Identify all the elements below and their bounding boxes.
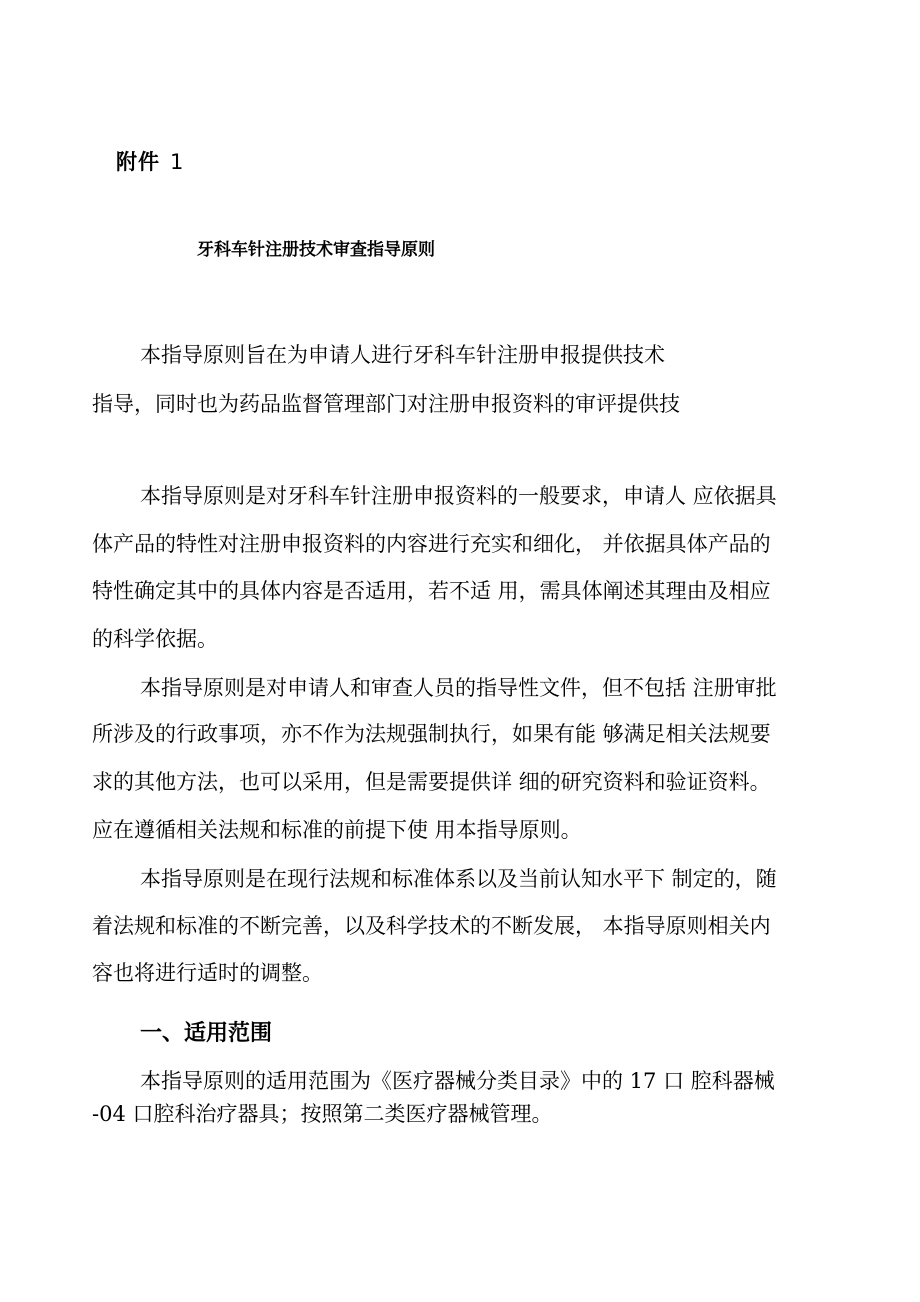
attachment-number: 1 xyxy=(170,150,185,174)
paragraph-line: 应在遵循相关法规和标准的前提下使 用本指导原则。 xyxy=(92,818,582,842)
paragraph-line: 本指导原则的适用范围为《医疗器械分类目录》中的 17 口 腔科器械 xyxy=(140,1069,775,1093)
paragraph-line: 容也将进行适时的调整。 xyxy=(92,961,323,985)
paragraph-line: 本指导原则是对申请人和审查人员的指导性文件，但不包括 注册审批 xyxy=(140,676,777,700)
paragraph-line: -04 口腔科治疗器具；按照第二类医疗器械管理。 xyxy=(92,1102,553,1126)
document-title: 牙科车针注册技术审查指导原则 xyxy=(197,240,435,260)
attachment-label xyxy=(116,146,184,176)
paragraph-line: 指导，同时也为药品监督管理部门对注册申报资料的审评提供技 xyxy=(92,392,680,416)
paragraph-line: 所涉及的行政事项，亦不作为法规强制执行，如果有能 够满足相关法规要 xyxy=(92,722,771,746)
paragraph-line: 着法规和标准的不断完善，以及科学技术的不断发展， 本指导原则相关内 xyxy=(92,914,771,938)
paragraph-line: 特性确定其中的具体内容是否适用，若不适 用，需具体阐述其理由及相应 xyxy=(92,579,771,603)
paragraph-line: 本指导原则是在现行法规和标准体系以及当前认知水平下 制定的，随 xyxy=(140,867,777,891)
paragraph-line: 本指导原则是对牙科车针注册申报资料的一般要求，申请人 应依据具 xyxy=(140,484,777,508)
attachment-text: 附件 xyxy=(116,150,160,174)
section-heading: 一、适用范围 xyxy=(140,1021,273,1046)
paragraph-line: 求的其他方法，也可以采用，但是需要提供详 细的研究资料和验证资料。 xyxy=(92,770,771,794)
paragraph-line: 体产品的特性对注册申报资料的内容进行充实和细化， 并依据具体产品的 xyxy=(92,532,771,556)
paragraph-line: 的科学依据。 xyxy=(92,627,218,651)
paragraph-line: 本指导原则旨在为申请人进行牙科车针注册申报提供技术 xyxy=(140,343,665,367)
